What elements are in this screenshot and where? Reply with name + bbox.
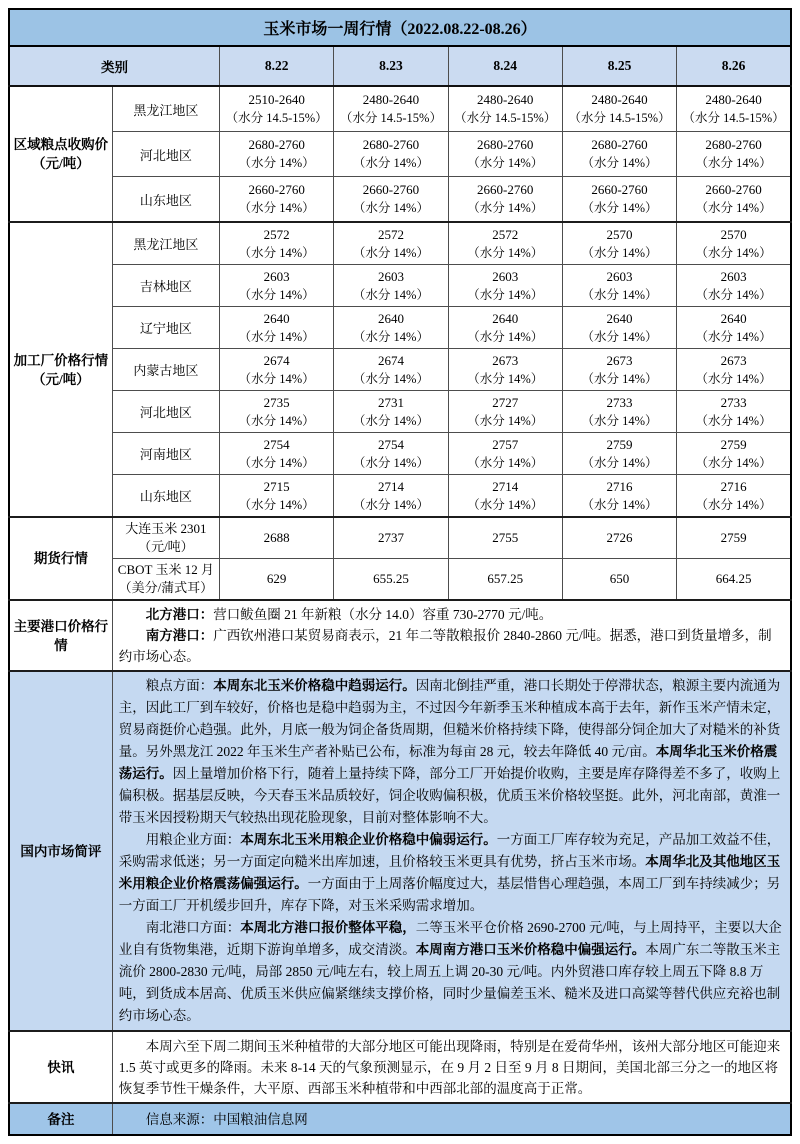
price-cell: 2716 （水分 14%）	[562, 475, 676, 518]
price-cell: 2735 （水分 14%）	[220, 391, 334, 433]
price-cell: 2603 （水分 14%）	[334, 265, 448, 307]
region-label: 河北地区	[112, 391, 219, 433]
futures-value-cell: 2737	[334, 517, 448, 559]
table-row	[9, 475, 791, 518]
price-cell: 2759 （水分 14%）	[677, 433, 791, 475]
review-paragraph: 用粮企业方面：本周东北玉米用粮企业价格稳中偏弱运行。一方面工厂库存较为充足，产品加工效益不佳，采购需求低迷；另一方面定向糙米出库加速，且价格较玉米更具有优势，挤占玉米市场。本周华北及其他地区玉米用粮企业价格震荡偏强运行。一方面由于上周落价幅度过大，基层惜售心理趋强，本周工厂到车持续减少；另一方面工厂开机缓步回升，库存下降，对玉米采购需求增加。	[118, 832, 781, 913]
table-row	[9, 132, 791, 177]
price-cell: 2640 （水分 14%）	[677, 307, 791, 349]
price-cell: 2757 （水分 14%）	[448, 433, 562, 475]
price-cell: 2570 （水分 14%）	[677, 222, 791, 265]
review-content	[112, 671, 791, 1031]
price-cell: 2572 （水分 14%）	[334, 222, 448, 265]
price-cell: 2754 （水分 14%）	[334, 433, 448, 475]
region-label: 山东地区	[112, 475, 219, 518]
table-row	[9, 517, 791, 559]
futures-contract-name: CBOT 玉米 12 月 （美分/蒲式耳）	[112, 559, 219, 601]
table-row	[9, 391, 791, 433]
ports-content: 北方港口：营口鲅鱼圈 21 年新粮（水分 14.0）容重 730-2770 元/吨。 南方港口：广西钦州港口某贸易商表示，21 年二等散粮报价 2840-2860 元/吨。据悉，港口到货量增多，制约市场心态。	[112, 600, 791, 671]
table-row	[9, 600, 791, 671]
region-label: 山东地区	[112, 177, 219, 223]
express-content: 本周六至下周二期间玉米种植带的大部分地区可能出现降雨，特别是在爱荷华州，该州大部分地区可能迎来 1.5 英寸或更多的降雨。未来 8-14 天的气象预测显示，在 9 月 2 日至 9 月 8 日期间，美国北部三分之一的地区将恢复季节性干燥条件，大平原、西部玉米种植带和中西部北部的温度高于正常。	[112, 1031, 791, 1103]
table-row	[9, 1103, 791, 1135]
region-label: 吉林地区	[112, 265, 219, 307]
section-label-factory: 加工厂价格行情 （元/吨）	[9, 222, 112, 517]
price-cell: 2510-2640 （水分 14.5-15%）	[220, 86, 334, 132]
price-cell: 2660-2760 （水分 14%）	[220, 177, 334, 223]
futures-contract-name: 大连玉米 2301 （元/吨）	[112, 517, 219, 559]
price-cell: 2480-2640 （水分 14.5-15%）	[334, 86, 448, 132]
price-cell: 2733 （水分 14%）	[677, 391, 791, 433]
futures-value-cell: 2755	[448, 517, 562, 559]
price-cell: 2660-2760 （水分 14%）	[448, 177, 562, 223]
section-label-express: 快讯	[9, 1031, 112, 1103]
remark-content: 信息来源：中国粮油信息网	[112, 1103, 791, 1135]
table-row	[9, 433, 791, 475]
section-label-ports: 主要港口价格行情	[9, 600, 112, 671]
futures-value-cell: 2688	[220, 517, 334, 559]
price-cell: 2480-2640 （水分 14.5-15%）	[448, 86, 562, 132]
region-label: 辽宁地区	[112, 307, 219, 349]
weekly-price-table	[8, 8, 792, 1136]
price-cell: 2680-2760 （水分 14%）	[677, 132, 791, 177]
price-cell: 2603 （水分 14%）	[220, 265, 334, 307]
price-cell: 2570 （水分 14%）	[562, 222, 676, 265]
price-cell: 2660-2760 （水分 14%）	[562, 177, 676, 223]
region-label: 内蒙古地区	[112, 349, 219, 391]
column-header-category: 类别	[9, 46, 220, 86]
futures-value-cell: 664.25	[677, 559, 791, 601]
price-cell: 2660-2760 （水分 14%）	[677, 177, 791, 223]
price-cell: 2640 （水分 14%）	[562, 307, 676, 349]
price-cell: 2603 （水分 14%）	[677, 265, 791, 307]
column-header-date: 8.22	[220, 46, 334, 86]
table-row	[9, 9, 791, 46]
futures-value-cell: 655.25	[334, 559, 448, 601]
price-cell: 2714 （水分 14%）	[334, 475, 448, 518]
region-label: 河北地区	[112, 132, 219, 177]
price-cell: 2673 （水分 14%）	[448, 349, 562, 391]
futures-value-cell: 629	[220, 559, 334, 601]
table-row	[9, 46, 791, 86]
table-row	[9, 177, 791, 223]
price-cell: 2759 （水分 14%）	[562, 433, 676, 475]
price-cell: 2572 （水分 14%）	[448, 222, 562, 265]
price-cell: 2674 （水分 14%）	[334, 349, 448, 391]
price-cell: 2754 （水分 14%）	[220, 433, 334, 475]
price-cell: 2714 （水分 14%）	[448, 475, 562, 518]
section-label-remark: 备注	[9, 1103, 112, 1135]
price-cell: 2680-2760 （水分 14%）	[334, 132, 448, 177]
price-cell: 2680-2760 （水分 14%）	[448, 132, 562, 177]
column-header-date: 8.24	[448, 46, 562, 86]
region-label: 黑龙江地区	[112, 86, 219, 132]
page-title: 玉米市场一周行情（2022.08.22-08.26）	[9, 9, 791, 46]
section-label-review: 国内市场简评	[9, 671, 112, 1031]
price-cell: 2660-2760 （水分 14%）	[334, 177, 448, 223]
column-header-date: 8.26	[677, 46, 791, 86]
price-cell: 2572 （水分 14%）	[220, 222, 334, 265]
price-cell: 2715 （水分 14%）	[220, 475, 334, 518]
price-cell: 2673 （水分 14%）	[562, 349, 676, 391]
column-header-date: 8.25	[562, 46, 676, 86]
price-cell: 2727 （水分 14%）	[448, 391, 562, 433]
futures-value-cell: 657.25	[448, 559, 562, 601]
price-cell: 2673 （水分 14%）	[677, 349, 791, 391]
price-cell: 2480-2640 （水分 14.5-15%）	[562, 86, 676, 132]
column-header-date: 8.23	[334, 46, 448, 86]
price-cell: 2733 （水分 14%）	[562, 391, 676, 433]
price-cell: 2680-2760 （水分 14%）	[562, 132, 676, 177]
table-row	[9, 307, 791, 349]
price-cell: 2674 （水分 14%）	[220, 349, 334, 391]
table-row	[9, 265, 791, 307]
table-row	[9, 222, 791, 265]
price-cell: 2640 （水分 14%）	[220, 307, 334, 349]
region-label: 黑龙江地区	[112, 222, 219, 265]
table-row	[9, 671, 791, 1031]
futures-value-cell: 650	[562, 559, 676, 601]
price-cell: 2480-2640 （水分 14.5-15%）	[677, 86, 791, 132]
price-cell: 2640 （水分 14%）	[334, 307, 448, 349]
section-label-futures: 期货行情	[9, 517, 112, 600]
price-cell: 2603 （水分 14%）	[448, 265, 562, 307]
section-label-purchase: 区域粮点收购价 （元/吨）	[9, 86, 112, 222]
price-cell: 2680-2760 （水分 14%）	[220, 132, 334, 177]
futures-value-cell: 2726	[562, 517, 676, 559]
price-cell: 2603 （水分 14%）	[562, 265, 676, 307]
price-cell: 2716 （水分 14%）	[677, 475, 791, 518]
review-paragraph: 南北港口方面：本周北方港口报价整体平稳，二等玉米平仓价格 2690-2700 元/吨，与上周持平，主要以大企业自有货物集港，近期下游询单增多，成交清淡。本周南方港口玉米价格稳中偏强运行。本周广东二等散玉米主流价 2800-2830 元/吨，局部 2850 元/吨左右，较上周五上调 20-30 元/吨。内外贸港口库存较上周五下降 8.8 万吨，到货成本居高、优质玉米供应偏紧继续支撑价格，同时少量偏差玉米、糙米及进口高粱等替代供应充裕也制约市场心态。	[118, 920, 782, 1023]
futures-value-cell: 2759	[677, 517, 791, 559]
region-label: 河南地区	[112, 433, 219, 475]
price-cell: 2640 （水分 14%）	[448, 307, 562, 349]
price-cell: 2731 （水分 14%）	[334, 391, 448, 433]
table-row	[9, 349, 791, 391]
table-row	[9, 559, 791, 601]
review-paragraph: 粮点方面：本周东北玉米价格稳中趋弱运行。因南北倒挂严重，港口长期处于停滞状态，粮源主要内流通为主，因此工厂到车较好，价格也是稳中趋弱为主，不过因今年新季玉米种植成本高于去年，新作玉米产情未定，贸易商挺价心趋强。此外，月底一般为饲企备货周期，但糙米价格持续下降，使得部分饲企加大了对糙米的补货量。另外黑龙江 2022 年玉米生产者补贴已公布，标准为每亩 28 元，较去年降低 40 元/亩。本周华北玉米价格震荡运行。因上量增加价格下行，随着上量持续下降，部分工厂开始提价收购，主要是库存降得差不多了，收购上偏积极。据基层反映，今天春玉米品质较好，饲企收购偏积极，优质玉米价格较坚挺。此外，河北南部，黄淮一带玉米因授粉期天气较热出现花脸现象，目前对整体影响不大。	[118, 678, 781, 825]
table-row	[9, 86, 791, 132]
table-row	[9, 1031, 791, 1103]
